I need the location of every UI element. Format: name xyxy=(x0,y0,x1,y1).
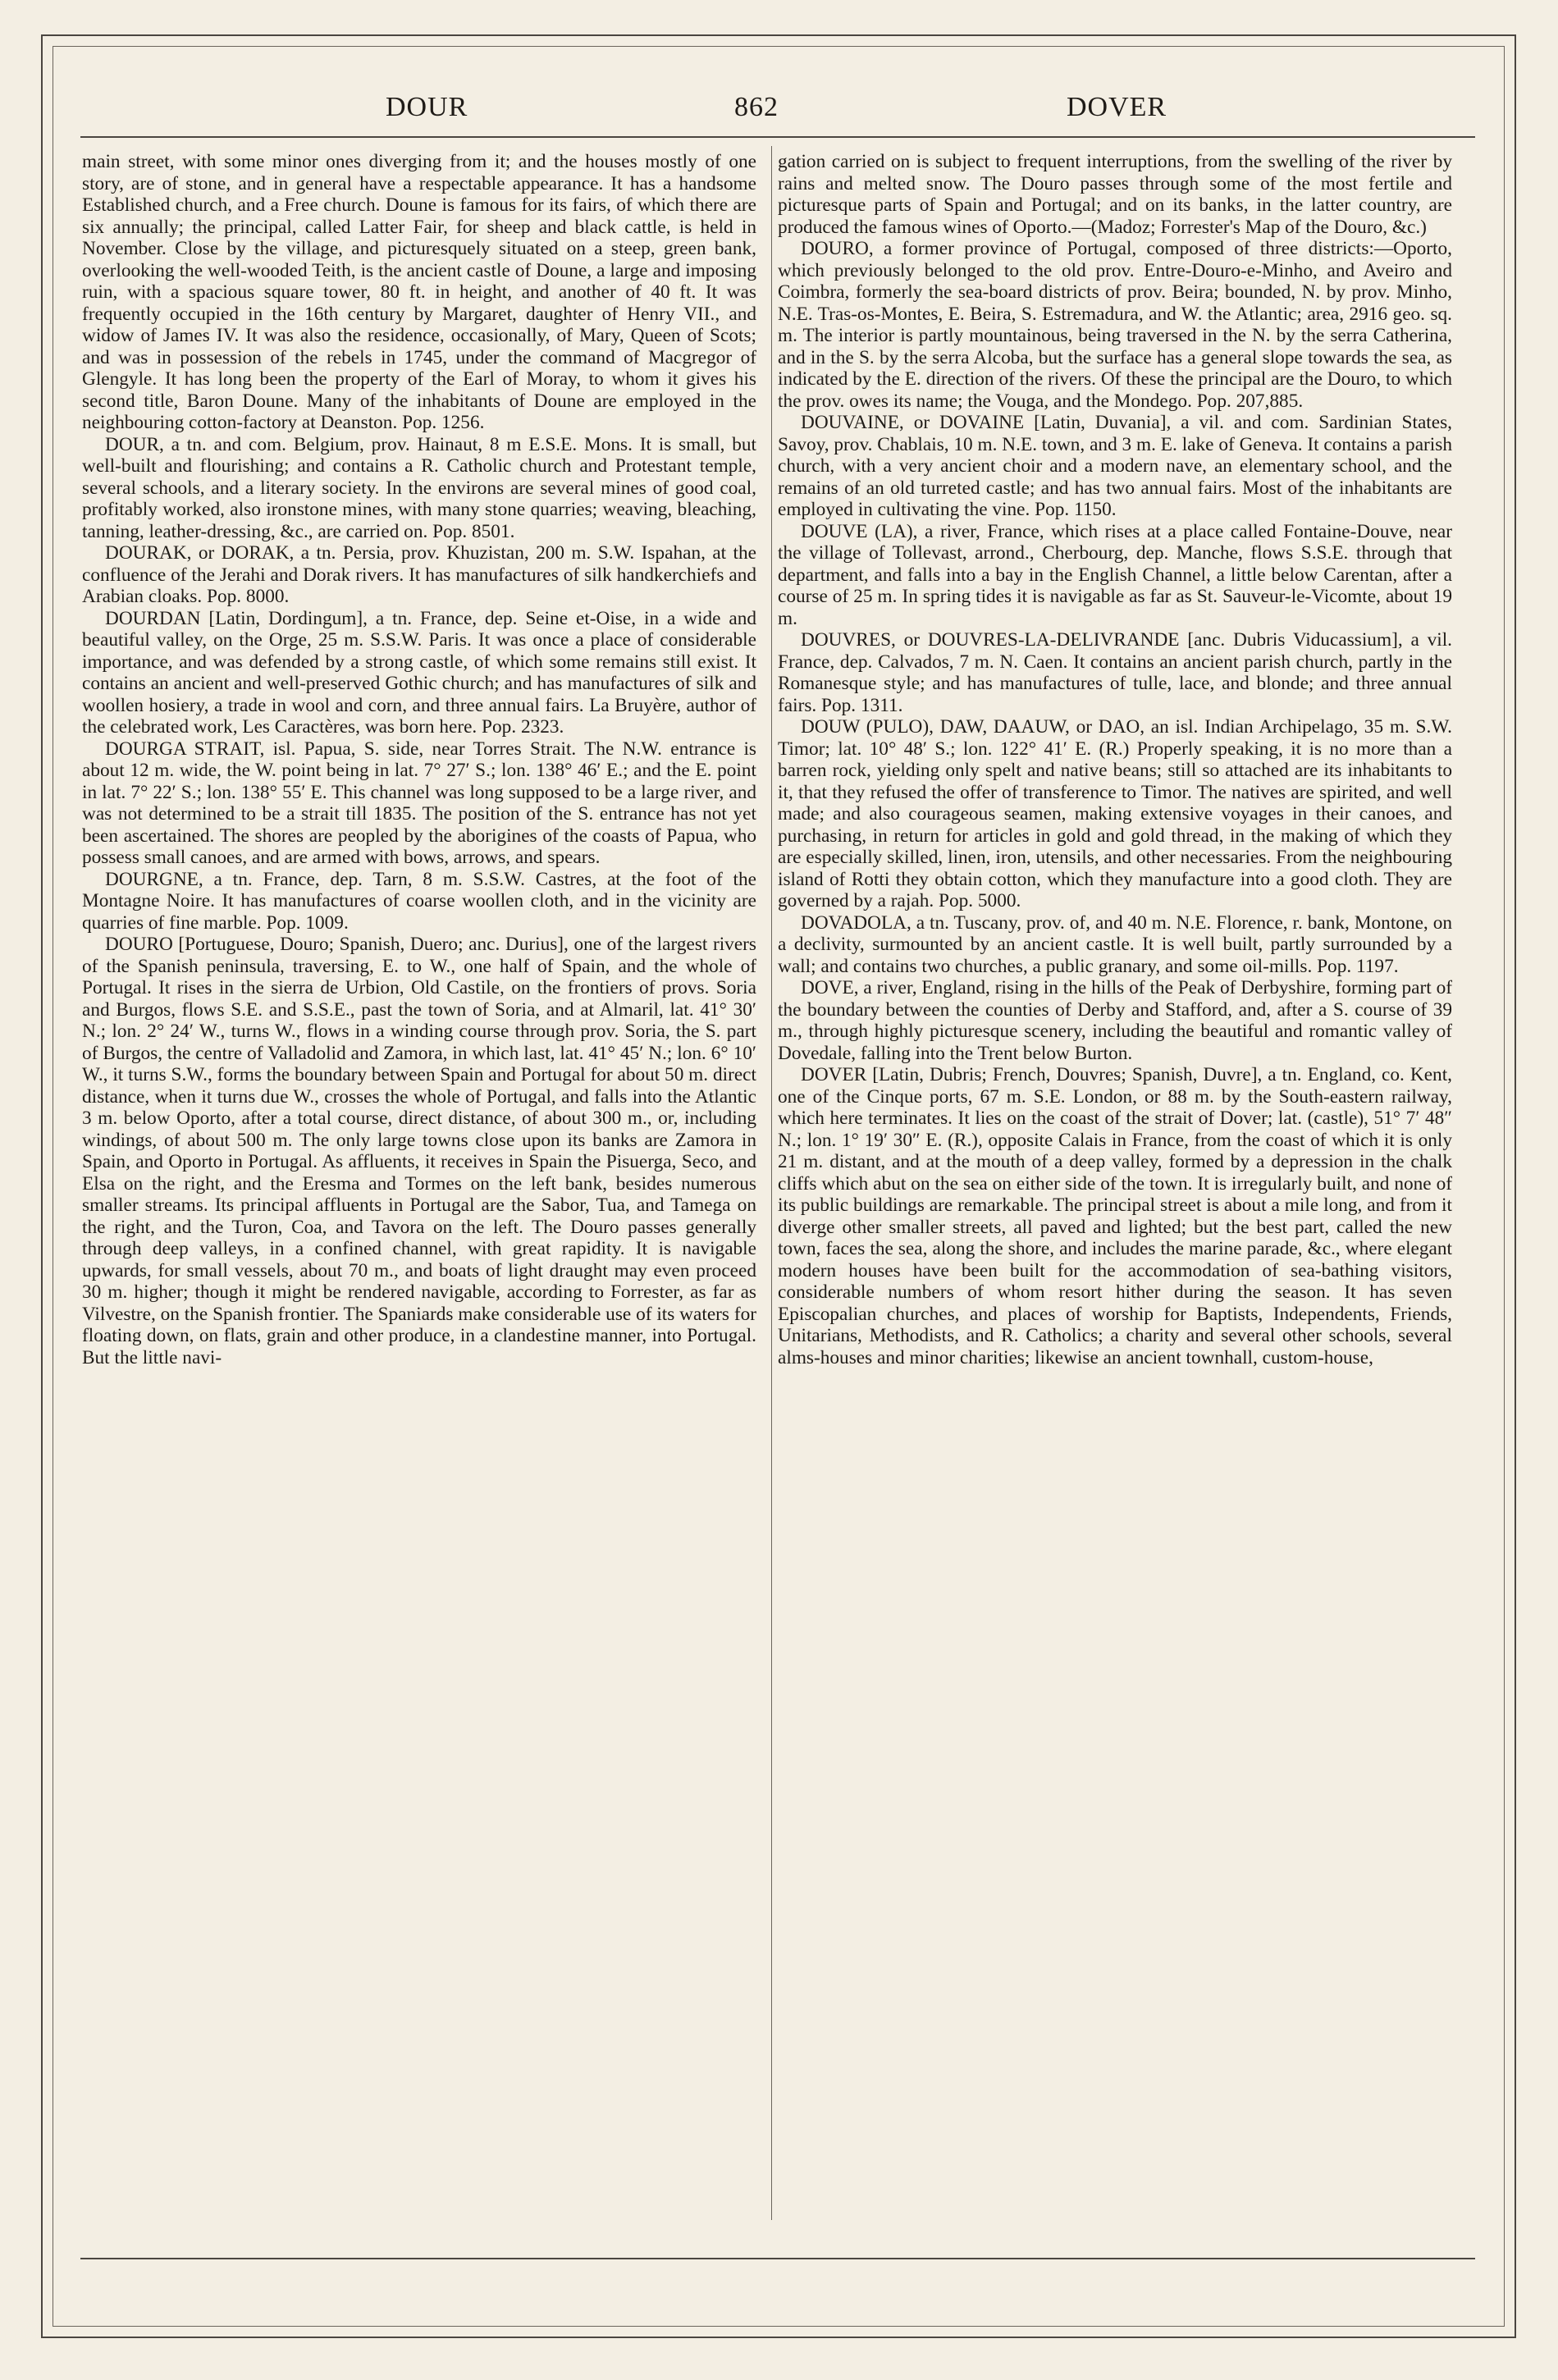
entry-douro-province: DOURO, a former province of Portugal, composed of three districts:—Oporto, which previously belonged to the old prov. Entre-Douro-e-Minho, and Aveiro and Coimbra, formerly the sea-board districts of prov. Beira; bounded, N. by prov. Minho, N.E. Tras-os-Montes, E. Beira, S. Estremadura, and W. the Atlantic; area, 2916 geo. sq. m. The interior is partly mountainous, being traversed in the N. by the serra Catherina, and in the S. by the serra Alcoba, but the surface has a general slope towards the sea, as indicated by the E. direction of the rivers. Of these the principal are the Douro, to which the prov. owes its name; the Vouga, and the Mondego. Pop. 207,885. xyxy=(778,238,1452,412)
entry-dove: DOVE, a river, England, rising in the hills of the Peak of Derbyshire, forming part of the boundary between the counties of Derby and Stafford, and, after a S. course of 39 m., through highly picturesque scenery, including the beautiful and romantic valley of Dovedale, falling into the Trent below Burton. xyxy=(778,977,1452,1064)
paragraph-douro-continued: gation carried on is subject to frequent interruptions, from the swelling of the river by rains and melted snow. The Douro passes through some of the most fertile and picturesque parts of Spain and Portugal; and on its banks, in the latter country, are produced the famous wines of Oporto.—(Madoz; Forrester's Map of the Douro, &c.) xyxy=(778,151,1452,238)
entry-dourgne: DOURGNE, a tn. France, dep. Tarn, 8 m. S.S.W. Castres, at the foot of the Montagne Noire. It has manufactures of coarse woollen cloth, and in the vicinity are quarries of fine marble. Pop. 1009. xyxy=(82,868,756,934)
entry-dovadola: DOVADOLA, a tn. Tuscany, prov. of, and 40 m. N.E. Florence, r. bank, Montone, on a declivity, surmounted by an ancient castle. It is well built, partly surrounded by a wall; and contains two churches, a public granary, and some oil-mills. Pop. 1197. xyxy=(778,911,1452,977)
left-column xyxy=(82,151,756,1368)
right-column xyxy=(778,151,1452,1368)
entry-douvres: DOUVRES, or DOUVRES-LA-DELIVRANDE [anc. Dubris Viducassium], a vil. France, dep. Calvados, 7 m. N. Caen. It contains an ancient parish church, partly in the Romanesque style; and has manufactures of tulle, lace, and blonde; and three annual fairs. Pop. 1311. xyxy=(778,629,1452,716)
entry-dour: DOUR, a tn. and com. Belgium, prov. Hainaut, 8 m E.S.E. Mons. It is small, but well-built and flourishing; and contains a R. Catholic church and Protestant temple, several schools, and a literary society. In the environs are several mines of good coal, profitably worked, also ironstone mines, with many stone quarries; weaving, bleaching, tanning, leather-dressing, &c., are carried on. Pop. 8501. xyxy=(82,433,756,542)
footer-rule xyxy=(80,2258,1475,2259)
entry-dourga-strait: DOURGA STRAIT, isl. Papua, S. side, near Torres Strait. The N.W. entrance is about 12 m. wide, the W. point being in lat. 7° 27′ S.; lon. 138° 46′ E.; and the E. point in lat. 7° 22′ S.; lon. 138° 55′ E. This channel was long supposed to be a large river, and was not determined to be a strait till 1835. The position of the S. entrance has not yet been ascertained. The shores are peopled by the aborigines of the coasts of Papua, who possess small canoes, and are armed with bows, arrows, and spears. xyxy=(82,738,756,868)
running-head-right: DOVER xyxy=(1067,92,1167,122)
entry-douw: DOUW (PULO), DAW, DAAUW, or DAO, an isl. Indian Archipelago, 35 m. S.W. Timor; lat. 10° 48′ S.; lon. 122° 41′ E. (R.) Properly speaking, it is no more than a barren rock, yielding only spelt and native beans; still so attached are its inhabitants to it, that they refused the offer of transference to Timor. The natives are spirited, and well made; and also courageous seamen, making extensive voyages in their canoes, and purchasing, in return for articles in gold and gold thread, in the making of which they are especially skilled, linen, iron, utensils, and other necessaries. From the neighbouring island of Rotti they obtain cotton, which they manufacture into a good cloth. They are governed by a rajah. Pop. 5000. xyxy=(778,716,1452,911)
running-head-left: DOUR xyxy=(386,92,468,122)
entry-dourak: DOURAK, or DORAK, a tn. Persia, prov. Khuzistan, 200 m. S.W. Ispahan, at the confluence of the Jerahi and Dorak rivers. It has manufactures of silk handkerchiefs and Arabian cloaks. Pop. 8000. xyxy=(82,542,756,607)
entry-douro-river: DOURO [Portuguese, Douro; Spanish, Duero; anc. Durius], one of the largest rivers of the Spanish peninsula, traversing, E. to W., one half of Spain, and the whole of Portugal. It rises in the sierra de Urbion, Old Castile, on the frontiers of provs. Soria and Burgos, flows S.E. and S.S.E., past the town of Soria, and at Almaril, lat. 41° 30′ N.; lon. 2° 24′ W., turns W., flows in a winding course through prov. Soria, the S. part of Burgos, the centre of Valladolid and Zamora, in which last, lat. 41° 45′ N.; lon. 6° 10′ W., it turns S.W., forms the boundary between Spain and Portugal for about 50 m. direct distance, when it turns due W., crosses the whole of Portugal, and falls into the Atlantic 3 m. below Oporto, after a total course, direct distance, of about 300 m., or, including windings, of about 500 m. The only large towns close upon its banks are Zamora in Spain, and Oporto in Portugal. As affluents, it receives in Spain the Pisuerga, Seco, and Elsa on the right, and the Eresma and Tormes on the left bank, besides numerous smaller streams. Its principal affluents in Portugal are the Sabor, Tua, and Tamega on the right, and the Turon, Coa, and Tavora on the left. The Douro passes generally through deep valleys, in a confined channel, with great rapidity. It is navigable upwards, for small vessels, about 70 m., and boats of light draught may even proceed 30 m. higher; though it might be rendered navigable, according to Forrester, as far as Vilvestre, on the Spanish frontier. The Spaniards make considerable use of its waters for floating down, on flats, grain and other produce, in a clandestine manner, into Portugal. But the little navi- xyxy=(82,934,756,1368)
paragraph-doune-continued: main street, with some minor ones diverging from it; and the houses mostly of one story, are of stone, and in general have a respectable appearance. It has a handsome Established church, and a Free church. Doune is famous for its fairs, of which there are six annually; the principal, called Latter Fair, for sheep and black cattle, is held in November. Close by the village, and picturesquely situated on a steep, green bank, overlooking the well-wooded Teith, is the ancient castle of Doune, a large and imposing ruin, with a spacious square tower, 80 ft. in height, and another of 40 ft. It was frequently occupied in the 16th century by Margaret, daughter of Henry VII., and widow of James IV. It was also the residence, occasionally, of Mary, Queen of Scots; and was in possession of the rebels in 1745, under the command of Macgregor of Glengyle. It has long been the property of the Earl of Moray, to whom it gives his second title, Baron Doune. Many of the inhabitants of Doune are employed in the neighbouring cotton-factory at Deanston. Pop. 1256. xyxy=(82,151,756,433)
entry-dover: DOVER [Latin, Dubris; French, Douvres; Spanish, Duvre], a tn. England, co. Kent, one of the Cinque ports, 67 m. S.E. London, or 88 m. by the South-eastern railway, which here terminates. It lies on the coast of the strait of Dover; lat. (castle), 51° 7′ 48″ N.; lon. 1° 19′ 30″ E. (R.), opposite Calais in France, from the coast of which it is only 21 m. distant, and at the mouth of a deep valley, formed by a depression in the chalk cliffs which abut on the sea on either side of the town. It is irregularly built, and none of its public buildings are remarkable. The principal street is about a mile long, and from it diverge other smaller streets, all paved and lighted; but the best part, called the new town, faces the sea, along the shore, and includes the marine parade, &c., where elegant modern houses have been built for the accommodation of sea-bathing visitors, considerable numbers of whom resort hither during the season. It has seven Episcopalian churches, and places of worship for Baptists, Independents, Friends, Unitarians, Methodists, and R. Catholics; a charity and several other schools, several alms-houses and minor charities; likewise an ancient townhall, custom-house, xyxy=(778,1064,1452,1368)
entry-dourdan: DOURDAN [Latin, Dordingum], a tn. France, dep. Seine et-Oise, in a wide and beautiful valley, on the Orge, 25 m. S.S.W. Paris. It was once a place of considerable importance, and was defended by a strong castle, of which some remains still exist. It contains an ancient and well-preserved Gothic church; and has manufactures of silk and woollen hosiery, a trade in wool and corn, and three annual fairs. La Bruyère, author of the celebrated work, Les Caractères, was born here. Pop. 2323. xyxy=(82,607,756,738)
page-number: 862 xyxy=(734,92,779,122)
header-rule xyxy=(80,136,1475,138)
entry-douve: DOUVE (LA), a river, France, which rises at a place called Fontaine-Douve, near the village of Tollevast, arrond., Cherbourg, dep. Manche, flows S.S.E. through that department, and falls into a bay in the English Channel, a little below Carentan, after a course of 25 m. In spring tides it is navigable as far as St. Sauveur-le-Vicomte, about 19 m. xyxy=(778,520,1452,629)
column-divider xyxy=(771,146,772,2220)
entry-douvaine: DOUVAINE, or DOVAINE [Latin, Duvania], a vil. and com. Sardinian States, Savoy, prov. Chablais, 10 m. N.E. town, and 3 m. E. lake of Geneva. It contains a parish church, with a very ancient choir and a modern nave, an elementary school, and the remains of an old turreted castle; and has two annual fairs. Most of the inhabitants are employed in cultivating the vine. Pop. 1150. xyxy=(778,412,1452,520)
